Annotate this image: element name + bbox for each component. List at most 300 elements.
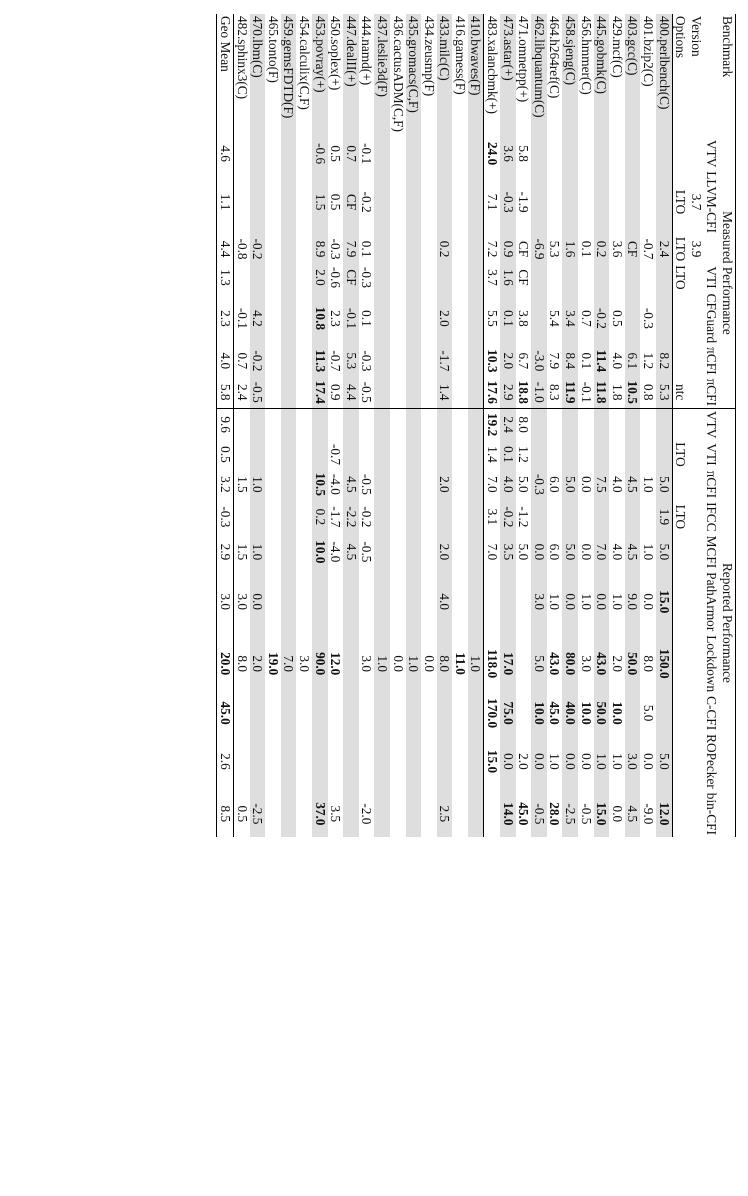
value-cell: 1.0 — [641, 476, 657, 493]
value-cell: 4.0 — [500, 469, 516, 500]
value-cell: 7.0 — [485, 543, 501, 561]
value-cell — [531, 169, 547, 235]
value-cell — [437, 732, 453, 791]
value-cell — [452, 694, 468, 732]
value-cell — [609, 263, 625, 291]
value-cell: 2.0 — [516, 753, 532, 770]
value-cell — [390, 292, 406, 346]
value-cell — [421, 440, 437, 468]
value-cell — [484, 791, 500, 837]
value-cell: 43.0 — [594, 633, 610, 694]
value-cell: -1.2 — [516, 506, 532, 528]
table-row — [374, 14, 390, 837]
value-cell: 4.5 — [625, 469, 641, 500]
value-cell: 40.0 — [562, 694, 578, 732]
benchmark-name: 464.h264ref(C) — [547, 16, 563, 99]
value-cell: 4.2 — [250, 292, 266, 346]
value-cell: 9.0 — [625, 570, 641, 633]
value-cell: 2.4 — [656, 235, 672, 263]
column-name: C-CFI — [704, 696, 720, 731]
value-cell: 4.0 — [217, 345, 234, 376]
value-cell: 4.4 — [217, 235, 234, 263]
value-cell — [343, 570, 359, 633]
table-row — [656, 14, 672, 837]
benchmark-name: 462.libquantum(C) — [531, 14, 547, 138]
value-cell: 1.9 — [656, 500, 672, 534]
value-cell: 5.0 — [656, 534, 672, 571]
value-cell: 1.5 — [234, 476, 250, 493]
value-cell — [374, 534, 390, 571]
value-cell: 1.2 — [641, 352, 657, 370]
value-cell — [374, 169, 390, 235]
value-cell: 43.0 — [547, 652, 563, 676]
column-name: IFCC — [704, 502, 720, 532]
value-cell: -0.3 — [217, 500, 234, 534]
value-cell — [656, 694, 672, 732]
value-cell: 7.0 — [485, 476, 501, 493]
benchmark-name: 429.mcf(C) — [609, 16, 625, 78]
value-cell — [468, 440, 484, 468]
value-cell: 10.0 — [531, 694, 547, 732]
value-cell: 0.2 — [312, 500, 328, 534]
benchmark-name: 450.soplex(+) — [328, 16, 344, 91]
column-name: ROPecker — [704, 734, 720, 789]
value-cell — [625, 694, 641, 732]
value-cell: -0.2 — [500, 500, 516, 534]
column-name: πCFI — [704, 470, 720, 499]
table-row — [594, 14, 610, 837]
value-cell — [531, 440, 547, 468]
value-cell: 0.1 — [578, 352, 594, 370]
value-cell: -2.5 — [562, 791, 578, 837]
value-cell: -1.9 — [516, 191, 532, 213]
value-cell: 15.0 — [656, 570, 672, 633]
value-cell — [265, 570, 281, 633]
value-cell: -0.3 — [359, 350, 375, 372]
value-cell — [531, 500, 547, 534]
value-cell — [421, 534, 437, 571]
value-cell — [468, 570, 484, 633]
value-cell — [640, 138, 656, 169]
value-cell: 10.5 — [312, 469, 328, 500]
column-name: VTV — [704, 410, 720, 439]
table-row — [281, 14, 297, 837]
value-cell: -0.5 — [359, 377, 375, 409]
value-cell — [281, 408, 297, 440]
value-cell: 5.0 — [562, 534, 578, 571]
column-name: VTI — [704, 443, 720, 466]
value-cell: -0.1 — [234, 307, 250, 329]
value-cell: 1.0 — [578, 593, 594, 611]
value-cell — [406, 440, 422, 468]
value-cell — [452, 169, 468, 235]
benchmark-name: 482.sphinx3(C) — [234, 16, 250, 100]
column-version — [688, 292, 704, 346]
value-cell — [437, 408, 453, 440]
value-cell — [374, 138, 390, 169]
value-cell: -9.0 — [641, 803, 657, 825]
value-cell: 0.2 — [437, 235, 453, 263]
value-cell — [296, 570, 312, 633]
benchmark-name: 465.tonto(F) — [265, 16, 281, 83]
table-row — [516, 14, 532, 837]
benchmark-name: Geo Mean — [217, 14, 234, 138]
value-cell: 5.3 — [656, 377, 672, 409]
value-cell — [421, 791, 437, 837]
value-cell: 3.6 — [609, 240, 625, 258]
value-cell — [390, 469, 406, 500]
benchmark-name: 435.gromacs(C,F) — [406, 14, 422, 138]
value-cell: 1.3 — [217, 263, 234, 291]
value-cell: 1.0 — [641, 543, 657, 561]
value-cell — [656, 408, 672, 440]
value-cell — [547, 500, 563, 534]
value-cell — [374, 791, 390, 837]
value-cell: 0.7 — [234, 352, 250, 370]
value-cell — [406, 732, 422, 791]
benchmark-name: 437.leslie3d(F) — [374, 14, 390, 138]
value-cell — [468, 292, 484, 346]
value-cell — [452, 292, 468, 346]
table-row — [250, 14, 266, 837]
value-cell: 0.5 — [328, 193, 344, 211]
value-cell — [562, 440, 578, 468]
table-row — [312, 14, 328, 837]
benchmark-name: 453.povray(+) — [312, 14, 328, 138]
value-cell — [390, 408, 406, 440]
value-cell — [265, 500, 281, 534]
column-name: VTV — [704, 139, 720, 168]
value-cell: 1.4 — [437, 377, 453, 409]
value-cell — [296, 791, 312, 837]
benchmark-name: 400.perlbench(C) — [656, 14, 672, 138]
value-cell — [609, 408, 625, 440]
value-cell: 10.3 — [485, 349, 501, 373]
value-cell — [406, 169, 422, 235]
value-cell: 45.0 — [547, 701, 563, 725]
value-cell — [578, 500, 594, 534]
value-cell: CF — [625, 235, 641, 263]
value-cell — [296, 408, 312, 440]
value-cell: 10.5 — [625, 377, 641, 409]
value-cell: 2.0 — [609, 655, 625, 673]
value-cell — [656, 138, 672, 169]
value-cell — [250, 263, 266, 291]
value-cell: 1.5 — [234, 543, 250, 561]
value-cell: 4.0 — [437, 570, 453, 633]
value-cell — [452, 791, 468, 837]
value-cell: 0.0 — [562, 570, 578, 633]
value-cell: 2.0 — [437, 534, 453, 571]
value-cell: -0.5 — [531, 791, 547, 837]
benchmark-name: 403.gcc(C) — [625, 14, 641, 138]
value-cell: 0.0 — [250, 570, 266, 633]
value-cell — [265, 534, 281, 571]
value-cell: 45.0 — [217, 694, 234, 732]
value-cell — [234, 169, 250, 235]
value-cell: 11.4 — [594, 345, 610, 376]
value-cell — [421, 694, 437, 732]
value-cell: 0.1 — [359, 240, 375, 258]
value-cell: -0.2 — [359, 506, 375, 528]
value-cell: 2.0 — [437, 469, 453, 500]
value-cell: 7.0 — [281, 633, 297, 694]
value-cell — [390, 694, 406, 732]
table-row — [562, 14, 578, 837]
value-cell: 3.0 — [578, 655, 594, 673]
value-cell — [452, 408, 468, 440]
value-cell — [421, 469, 437, 500]
value-cell: 5.0 — [531, 633, 547, 694]
value-cell: 0.8 — [640, 377, 656, 409]
column-options: LTO — [673, 236, 689, 262]
value-cell — [374, 235, 390, 263]
value-cell: 4.0 — [609, 352, 625, 370]
value-cell — [281, 440, 297, 468]
value-cell: 8.9 — [312, 235, 328, 263]
value-cell — [281, 235, 297, 263]
value-cell: 1.1 — [217, 169, 234, 235]
value-cell — [547, 440, 563, 468]
value-cell — [531, 138, 547, 169]
benchmark-name: 444.namd(+) — [359, 16, 375, 86]
value-cell: 0.0 — [641, 593, 657, 611]
value-cell — [265, 138, 281, 169]
value-cell: 4.5 — [625, 791, 641, 837]
value-cell — [578, 169, 594, 235]
benchmark-name: 471.omnetpp(+) — [516, 16, 532, 103]
value-cell — [452, 377, 468, 409]
value-cell: 80.0 — [562, 633, 578, 694]
value-cell — [656, 263, 672, 291]
value-cell — [594, 408, 610, 440]
value-cell — [406, 500, 422, 534]
value-cell: 1.0 — [609, 593, 625, 611]
column-options — [672, 633, 688, 694]
value-cell: 19.0 — [265, 652, 281, 676]
table-row — [343, 14, 359, 837]
value-cell: 1.0 — [547, 593, 563, 611]
value-cell — [296, 235, 312, 263]
value-cell — [516, 570, 532, 633]
column-name: MCFI — [704, 535, 720, 569]
benchmark-name: 410.bwaves(F) — [468, 14, 484, 138]
column-options — [672, 694, 688, 732]
value-cell — [296, 138, 312, 169]
value-cell — [547, 408, 563, 440]
value-cell — [531, 292, 547, 346]
column-options: LTO — [672, 500, 688, 534]
value-cell — [390, 138, 406, 169]
value-cell: -0.7 — [328, 350, 344, 372]
value-cell — [374, 469, 390, 500]
benchmark-name: 454.calculix(C,F) — [296, 16, 312, 110]
value-cell: 1.0 — [609, 753, 625, 770]
value-cell: 4.4 — [343, 377, 359, 409]
column-name: PathArmor — [704, 572, 720, 632]
benchmark-name: 436.cactusADM(C,F) — [390, 16, 406, 132]
value-cell — [265, 732, 281, 791]
column-version — [688, 791, 704, 837]
value-cell: 37.0 — [312, 791, 328, 837]
value-cell — [421, 408, 437, 440]
value-cell — [234, 694, 250, 732]
benchmark-header: Benchmark — [719, 14, 735, 138]
value-cell: 11.3 — [312, 345, 328, 376]
value-cell — [296, 469, 312, 500]
value-cell — [265, 408, 281, 440]
value-cell: 1.2 — [516, 446, 532, 463]
column-version — [688, 377, 704, 409]
value-cell: -0.6 — [312, 138, 328, 169]
value-cell — [265, 469, 281, 500]
value-cell: 3.0 — [531, 570, 547, 633]
value-cell — [281, 377, 297, 409]
table-row — [234, 14, 250, 837]
value-cell — [594, 138, 610, 169]
value-cell: 17.4 — [312, 377, 328, 409]
column-version: 3.9 — [688, 240, 704, 258]
value-cell — [594, 263, 610, 291]
value-cell: -4.0 — [328, 473, 344, 495]
value-cell — [265, 694, 281, 732]
value-cell — [281, 292, 297, 346]
value-cell: 11.9 — [562, 377, 578, 409]
value-cell — [640, 440, 656, 468]
value-cell: 118.0 — [485, 649, 501, 679]
value-cell: 15.0 — [485, 749, 501, 774]
value-cell — [562, 169, 578, 235]
value-cell — [296, 694, 312, 732]
value-cell — [281, 732, 297, 791]
value-cell: -0.1 — [343, 292, 359, 346]
column-name: LLVM-CFI — [704, 171, 720, 233]
value-cell — [281, 169, 297, 235]
value-cell — [328, 408, 344, 440]
value-cell: 2.0 — [250, 633, 266, 694]
value-cell — [468, 263, 484, 291]
value-cell: 2.9 — [500, 377, 516, 409]
value-cell — [625, 263, 641, 291]
value-cell: 50.0 — [594, 694, 610, 732]
value-cell: 0.0 — [641, 753, 657, 770]
table-row — [468, 14, 484, 837]
value-cell — [374, 500, 390, 534]
value-cell: -0.3 — [641, 307, 657, 329]
value-cell: 3.4 — [562, 292, 578, 346]
value-cell: 5.0 — [641, 704, 657, 722]
value-cell: 5.0 — [562, 469, 578, 500]
value-cell: -0.2 — [594, 292, 610, 346]
value-cell — [374, 440, 390, 468]
value-cell — [468, 694, 484, 732]
value-cell: 1.4 — [485, 446, 501, 463]
benchmark-name: 401.bzip2(C) — [641, 16, 657, 87]
value-cell: -0.3 — [500, 169, 516, 235]
value-cell: 8.5 — [217, 791, 234, 837]
value-cell — [328, 732, 344, 791]
value-cell — [343, 633, 359, 694]
value-cell: 5.5 — [485, 310, 501, 327]
benchmark-name: 470.lbm(C) — [250, 14, 266, 138]
value-cell: 3.0 — [234, 593, 250, 611]
value-cell — [468, 235, 484, 263]
value-cell: -4.0 — [328, 541, 344, 563]
value-cell: 6.0 — [547, 543, 563, 561]
column-options — [672, 292, 688, 346]
value-cell — [374, 345, 390, 376]
value-cell — [265, 263, 281, 291]
value-cell — [406, 377, 422, 409]
column-name: VTI — [704, 266, 720, 289]
value-cell: -0.3 — [531, 469, 547, 500]
value-cell — [452, 469, 468, 500]
value-cell: -0.5 — [359, 541, 375, 563]
value-cell — [452, 440, 468, 468]
value-cell: 170.0 — [485, 698, 501, 729]
value-cell — [421, 570, 437, 633]
value-cell: 0.0 — [609, 805, 625, 823]
value-cell: 150.0 — [656, 633, 672, 694]
value-cell: 1.0 — [547, 753, 563, 770]
value-cell — [406, 263, 422, 291]
table-row — [452, 14, 468, 837]
value-cell: 10.0 — [312, 534, 328, 571]
column-options — [672, 469, 688, 500]
value-cell: -0.3 — [328, 238, 344, 260]
column-name: CFGuard — [704, 293, 720, 344]
value-cell — [406, 345, 422, 376]
value-cell: 7.1 — [485, 193, 501, 211]
value-cell — [640, 500, 656, 534]
version-header: Version — [688, 16, 704, 57]
value-cell: 1.0 — [374, 633, 390, 694]
value-cell — [250, 500, 266, 534]
value-cell — [452, 570, 468, 633]
value-cell: 1.0 — [250, 534, 266, 571]
value-cell: 5.3 — [547, 240, 563, 258]
value-cell — [421, 138, 437, 169]
value-cell: 4.0 — [609, 476, 625, 493]
value-cell — [421, 345, 437, 376]
table-row — [359, 14, 375, 837]
column-version: 3.7 — [688, 193, 704, 211]
column-options — [672, 732, 688, 791]
value-cell — [468, 534, 484, 571]
value-cell: 0.0 — [562, 732, 578, 791]
value-cell: 1.0 — [468, 633, 484, 694]
value-cell: -0.7 — [641, 238, 657, 260]
value-cell: -1.7 — [328, 506, 344, 528]
value-cell: 7.5 — [594, 469, 610, 500]
value-cell: 1.6 — [500, 263, 516, 291]
value-cell: 5.0 — [656, 469, 672, 500]
benchmark-name: 433.milc(C) — [437, 14, 453, 138]
value-cell: 0.1 — [359, 310, 375, 327]
value-cell — [234, 408, 250, 440]
value-cell: 9.6 — [217, 408, 234, 440]
value-cell: 8.0 — [641, 655, 657, 673]
value-cell — [296, 534, 312, 571]
column-options — [672, 345, 688, 376]
table-row — [406, 14, 422, 837]
value-cell — [468, 732, 484, 791]
value-cell: 14.0 — [500, 791, 516, 837]
column-options — [672, 791, 688, 837]
value-cell: 3.2 — [217, 469, 234, 500]
value-cell: 0.9 — [328, 377, 344, 409]
value-cell — [265, 235, 281, 263]
